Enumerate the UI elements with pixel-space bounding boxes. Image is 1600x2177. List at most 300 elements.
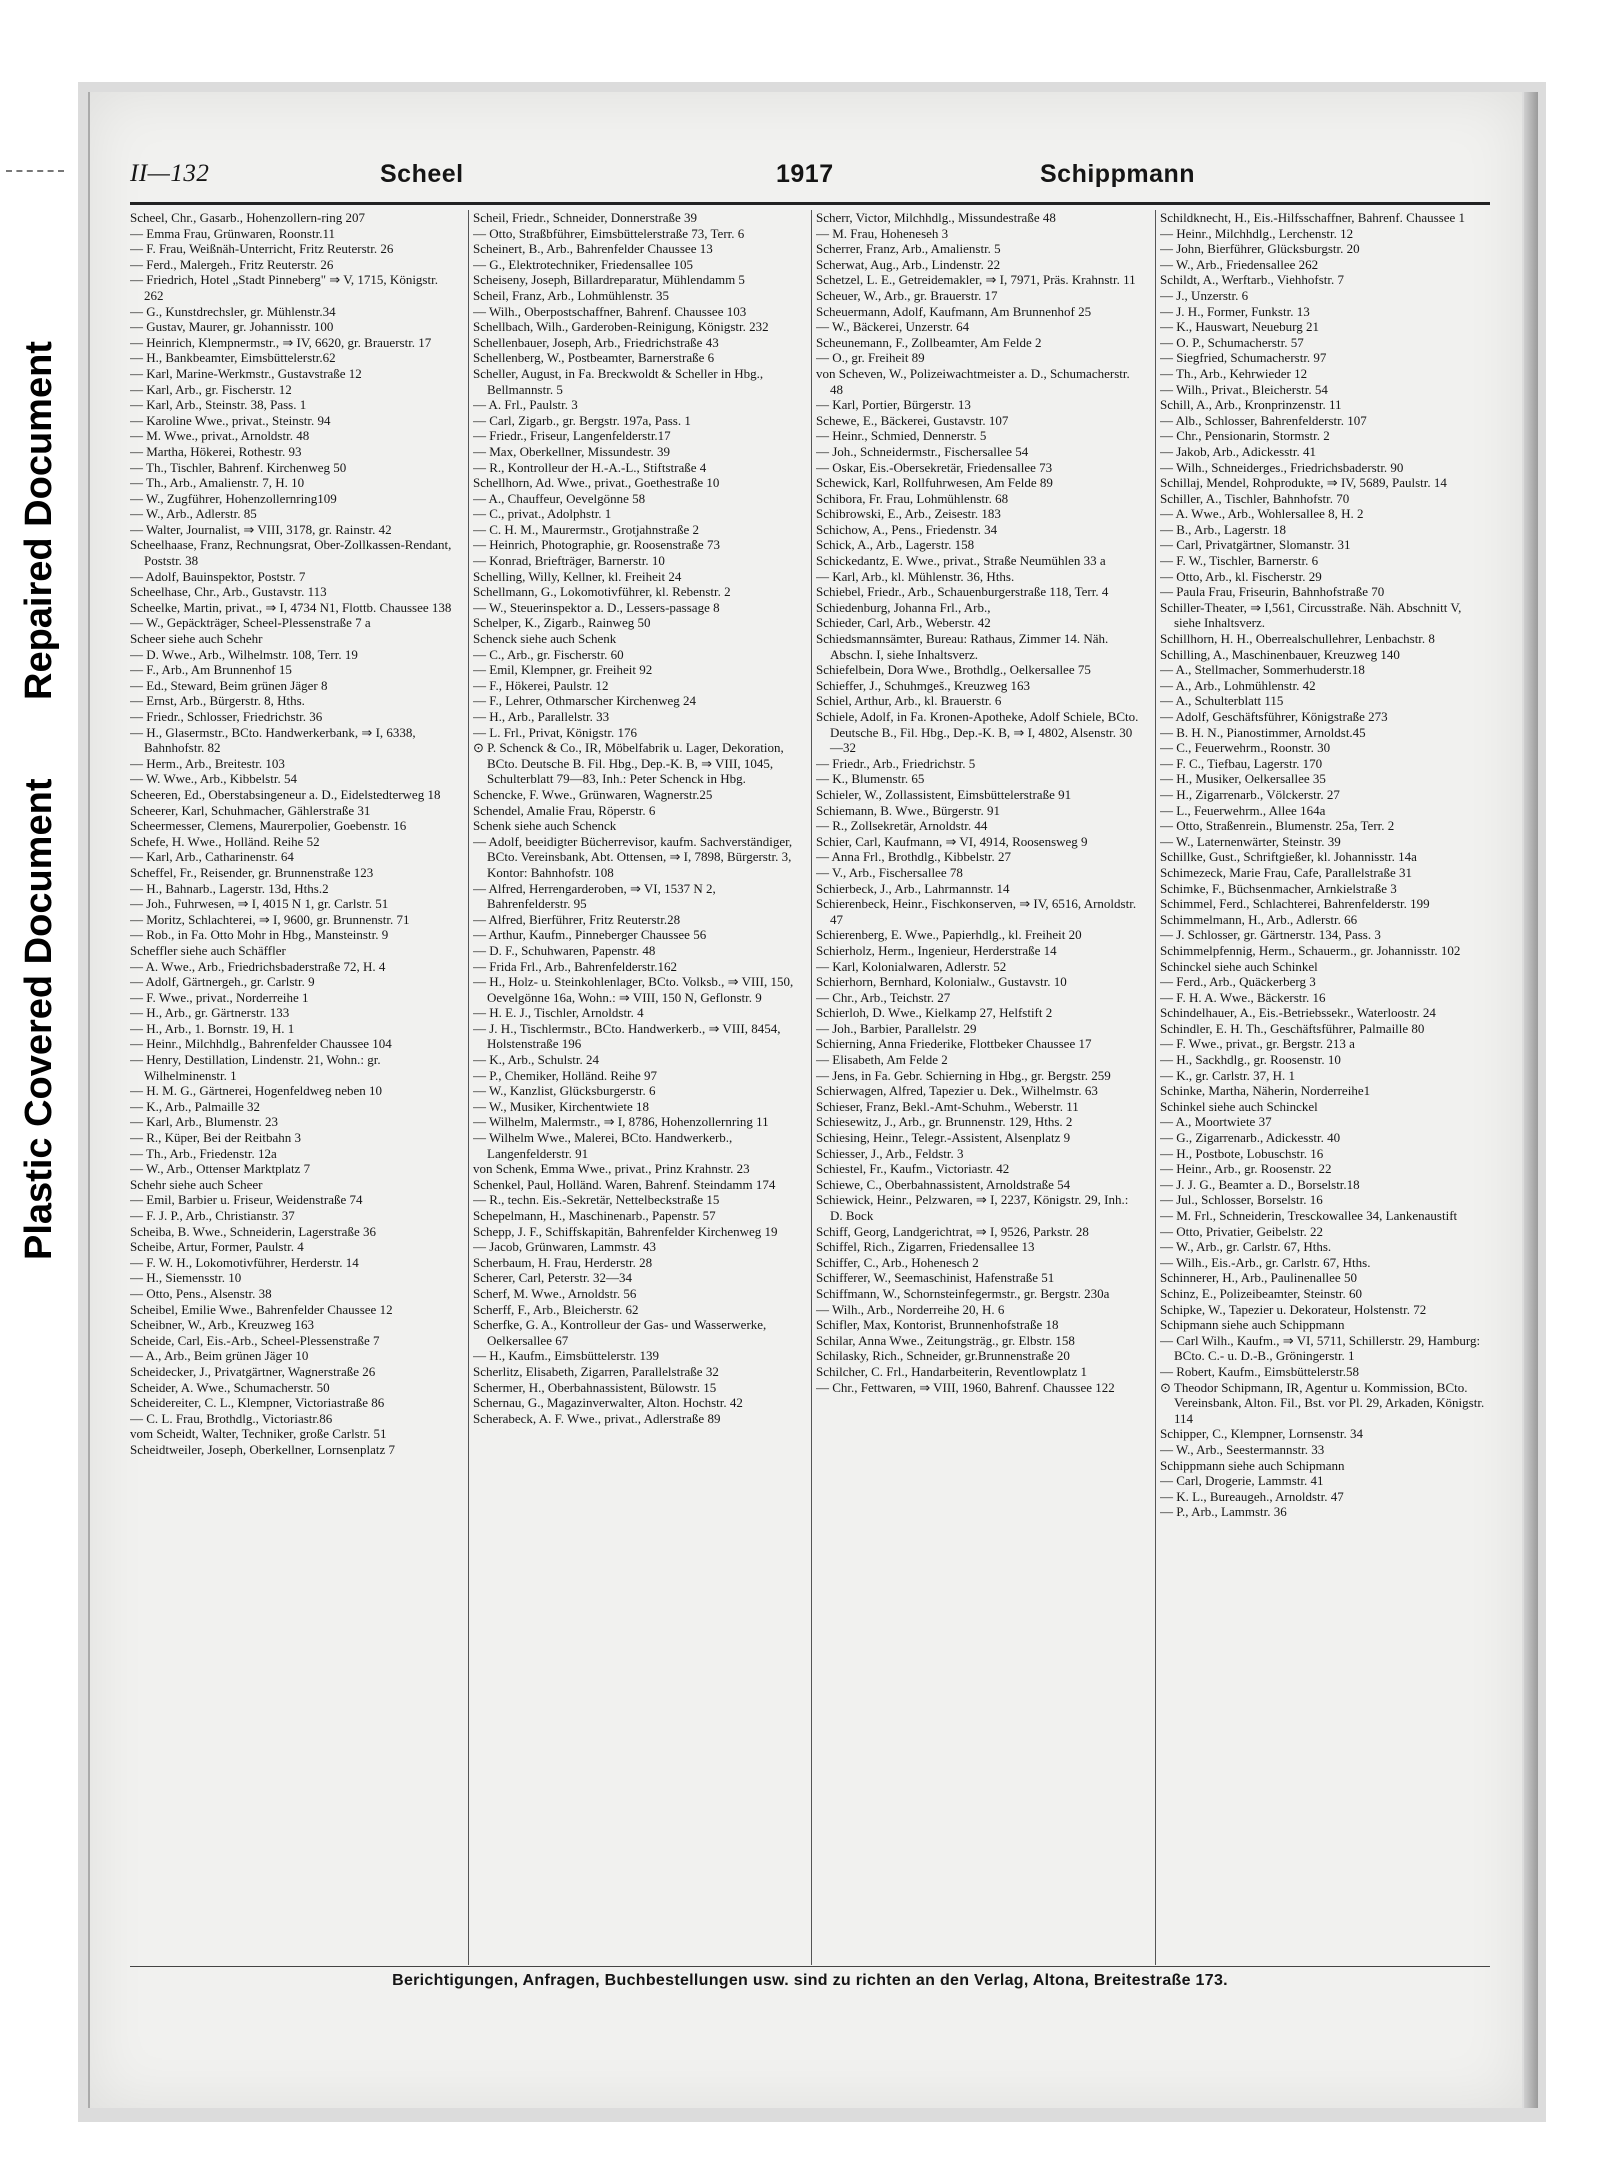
directory-entry: — A. Wwe., Arb., Friedrichsbaderstraße 72, H. 4 [130, 958, 386, 974]
directory-entry: — F. Wwe., privat., gr. Bergstr. 213 a [1160, 1036, 1355, 1052]
directory-entry: — Robert, Kaufm., Eimsbüttelerstr.58 [1160, 1363, 1359, 1379]
directory-entry: — B., Arb., Lagerstr. 18 [1160, 521, 1287, 537]
directory-entry: — F., Hökerei, Paulstr. 12 [473, 677, 609, 693]
page-number: II—132 [130, 160, 210, 187]
directory-entry: — Otto, Straßenrein., Blumenstr. 25a, Terr. 2 [1160, 818, 1395, 834]
directory-entry: — R., Küper, Bei der Reitbahn 3 [130, 1130, 301, 1146]
directory-entry: — Chr., Pensionarin, Stormstr. 2 [1160, 428, 1330, 444]
directory-entry: Scherfke, G. A., Kontrolleur der Gas- und Wasserwerke, Oelkersallee 67 [473, 1317, 767, 1348]
directory-entry: Schildknecht, H., Eis.-Hilfsschaffner, Bahrenf. Chaussee 1 [1160, 210, 1466, 225]
last-entry-word: Schippmann [1040, 160, 1196, 188]
directory-entry: — Wilhelm, Malermstr., ⇒ I, 8786, Hohenzollernring 11 [473, 1114, 769, 1130]
directory-entry: — H., Siemensstr. 10 [130, 1270, 242, 1286]
directory-entry: — G., Zigarrenarb., Adickesstr. 40 [1160, 1130, 1341, 1146]
directory-entry: — Frida Frl., Arb., Bahrenfelderstr.162 [473, 958, 677, 974]
footer-rule [130, 1966, 1490, 1967]
directory-entry: — Karl, Arb., Steinstr. 38, Pass. 1 [130, 397, 307, 413]
directory-entry: Schimmel, Ferd., Schlachterei, Bahrenfelderstr. 199 [1160, 896, 1430, 912]
directory-entry: — Moritz, Schlachterei, ⇒ I, 9600, gr. Brunnenstr. 71 [130, 911, 410, 927]
directory-entry: Scherbaum, H. Frau, Herderstr. 28 [473, 1254, 653, 1270]
directory-entry: Schinz, E., Polizeibeamter, Steinstr. 60 [1160, 1285, 1363, 1301]
directory-entry: Scheibner, W., Arb., Kreuzweg 163 [130, 1317, 314, 1333]
crop-dash [6, 170, 64, 172]
directory-entry: Scheide, Carl, Eis.-Arb., Scheel-Plessenstraße 7 [130, 1332, 380, 1348]
directory-entry: Schiesewitz, J., Arb., gr. Brunnenstr. 129, Hths. 2 [816, 1114, 1073, 1130]
directory-entry: — K., Arb., Schulstr. 24 [473, 1052, 600, 1068]
directory-entry: vom Scheidt, Walter, Techniker, große Carlstr. 51 [130, 1426, 387, 1442]
directory-entry: — D. F., Schuhwaren, Papenstr. 48 [473, 942, 656, 958]
directory-entry: — C., Feuerwehrm., Roonstr. 30 [1160, 740, 1331, 756]
directory-entry: — Henry, Destillation, Lindenstr. 21, Wohn.: gr. Wilhelminenstr. 1 [130, 1052, 381, 1083]
directory-entry: — H., Glasermstr., BCto. Handwerkerbank, ⇒ I, 6338, Bahnhofstr. 82 [130, 724, 416, 756]
directory-entry: — Jakob, Arb., Adickesstr. 41 [1160, 443, 1316, 459]
directory-entry: Schilling, A., Maschinenbauer, Kreuzweg 140 [1160, 646, 1400, 662]
directory-entry: Schiemann, B. Wwe., Bürgerstr. 91 [816, 802, 1001, 818]
entry-columns [130, 210, 1490, 1970]
directory-entry: — R., Kontrolleur der H.-A.-L., Stiftstraße 4 [473, 459, 707, 475]
directory-entry: — F. J. P., Arb., Christianstr. 37 [130, 1208, 295, 1223]
directory-entry: — Friedr., Schlosser, Friedrichstr. 36 [130, 709, 323, 724]
directory-entry: — F. Frau, Weißnäh-Unterricht, Fritz Reuterstr. 26 [130, 241, 394, 257]
directory-entry: ⊙ P. Schenck & Co., IR, Möbelfabrik u. Lager, Dekoration, BCto. Deutsche B. Fil. Hbg., Dep.-K. B, ⇒ VIII, 1045, Schulterblatt 79—83, Inh.: Peter Schenck in Hbg. [473, 740, 784, 787]
directory-entry: — A., Arb., Beim grünen Jäger 10 [130, 1348, 309, 1364]
directory-entry: — Elisabeth, Am Felde 2 [816, 1052, 948, 1068]
directory-entry: — O., gr. Freiheit 89 [816, 350, 925, 366]
directory-entry: — Rob., in Fa. Otto Mohr in Hbg., Mansteinstr. 9 [130, 927, 389, 943]
directory-entry: Scherer, Carl, Peterstr. 32—34 [473, 1270, 633, 1286]
directory-entry: Schillhorn, H. H., Oberrealschullehrer, Lenbachstr. 8 [1160, 631, 1435, 647]
directory-entry: — M. Frl., Schneiderin, Tresckowallee 34, Lankenaustift [1160, 1208, 1458, 1223]
directory-entry: Scherabeck, A. F. Wwe., privat., Adlerstraße 89 [473, 1410, 721, 1426]
directory-entry: — W., Arb., Adlerstr. 85 [130, 506, 257, 522]
directory-entry: — Otto, Arb., kl. Fischerstr. 29 [1160, 568, 1322, 584]
directory-entry: — Chr., Fettwaren, ⇒ VIII, 1960, Bahrenf. Chaussee 122 [816, 1379, 1115, 1395]
directory-entry: Schiestel, Fr., Kaufm., Victoriastr. 42 [816, 1161, 1010, 1177]
directory-entry: Schermer, H., Oberbahnassistent, Bülowstr. 15 [473, 1379, 717, 1395]
directory-entry: Scheuer, W., Arb., gr. Brauerstr. 17 [816, 287, 998, 303]
directory-entry: Scheller, August, in Fa. Breckwoldt & Scheller in Hbg., Bellmannstr. 5 [473, 365, 764, 397]
directory-entry: Schiedenburg, Johanna Frl., Arb., [816, 599, 991, 615]
directory-entry: — Adolf, beeidigter Bücherrevisor, kaufm. Sachverständiger, BCto. Vereinsbank, Abt. Ottensen, ⇒ I, 7898, Bürgerstr. 3, Kontor: Bahnhofstr. 108 [473, 833, 793, 880]
directory-entry: — F. W. H., Lokomotivführer, Herderstr. 14 [130, 1254, 359, 1270]
directory-entry: — Jens, in Fa. Gebr. Schierning in Hbg., gr. Bergstr. 259 [816, 1067, 1111, 1083]
directory-entry: Scherwat, Aug., Arb., Lindenstr. 22 [816, 256, 1001, 272]
column-3 [816, 210, 1144, 1970]
directory-entry: — A., Arb., Lohmühlenstr. 42 [1160, 677, 1316, 693]
directory-entry: — Carl Wilh., Kaufm., ⇒ VI, 5711, Schillerstr. 29, Hamburg: BCto. C.- u. D.-B., Gröningerstr. 1 [1160, 1332, 1481, 1364]
directory-entry: — Paula Frau, Friseurin, Bahnhofstraße 70 [1160, 584, 1385, 600]
directory-entry: Schieler, W., Zollassistent, Eimsbüttelerstraße 91 [816, 786, 1072, 802]
directory-entry: Schimezeck, Marie Frau, Cafe, Parallelstraße 31 [1160, 864, 1412, 880]
directory-entry: — W., Arb., Friedensallee 262 [1160, 256, 1319, 272]
directory-entry: Schierenberg, E. Wwe., Papierhdlg., kl. Freiheit 20 [816, 927, 1082, 943]
directory-entry: — Arthur, Kaufm., Pinneberger Chaussee 56 [473, 927, 707, 943]
directory-entry: Schiefelbein, Dora Wwe., Brothdlg., Oelkersallee 75 [816, 662, 1091, 678]
directory-entry: — Ferd., Arb., Quäckerberg 3 [1160, 974, 1316, 990]
directory-entry: Schewick, Karl, Rollfuhrwesen, Am Felde 89 [816, 475, 1053, 491]
directory-entry: Scheelke, Martin, privat., ⇒ I, 4734 N1, Flottb. Chaussee 138 [130, 599, 452, 615]
directory-entry: Scheerer, Karl, Schuhmacher, Gählerstraße 31 [130, 802, 371, 818]
directory-entry: — Joh., Schneidermstr., Fischersallee 54 [816, 443, 1029, 459]
directory-entry: — Karl, Arb., Blumenstr. 23 [130, 1114, 279, 1130]
directory-entry: — Otto, Privatier, Geibelstr. 22 [1160, 1223, 1324, 1239]
directory-entry: — Oskar, Eis.-Obersekretär, Friedensallee 73 [816, 459, 1053, 475]
directory-entry: — F., Lehrer, Othmarscher Kirchenweg 24 [473, 693, 696, 709]
directory-entry: — M. Wwe., privat., Arnoldstr. 48 [130, 428, 310, 444]
directory-entry: Scherf, M. Wwe., Arnoldstr. 56 [473, 1285, 637, 1301]
directory-entry: — J. J. G., Beamter a. D., Borselstr.18 [1160, 1176, 1360, 1192]
directory-entry: Schernau, G., Magazinverwalter, Alton. Hochstr. 42 [473, 1395, 743, 1411]
column-4 [1160, 210, 1488, 1970]
directory-entry: — Heinr., Arb., gr. Roosenstr. 22 [1160, 1161, 1332, 1177]
directory-entry: Schepelmann, H., Maschinenarb., Papenstr. 57 [473, 1208, 716, 1223]
directory-entry: — K., Blumenstr. 65 [816, 771, 925, 787]
first-entry-word: Scheel [380, 160, 464, 188]
directory-entry: — F. H. A. Wwe., Bäckerstr. 16 [1160, 989, 1326, 1005]
directory-entry: Schiel, Arthur, Arb., kl. Brauerstr. 6 [816, 693, 1002, 709]
directory-entry: Schindelhauer, A., Eis.-Betriebssekr., Waterloostr. 24 [1160, 1005, 1436, 1021]
directory-entry: Schiewe, C., Oberbahnassistent, Arnoldstraße 54 [816, 1176, 1071, 1192]
directory-entry: — H., Musiker, Oelkersallee 35 [1160, 771, 1326, 787]
directory-entry: Scherlitz, Elisabeth, Zigarren, Parallelstraße 32 [473, 1363, 719, 1379]
directory-entry: Schieser, Franz, Bekl.-Amt-Schuhm., Weberstr. 11 [816, 1098, 1079, 1114]
directory-entry: Schiller, A., Tischler, Bahnhofstr. 70 [1160, 490, 1350, 506]
directory-entry: — Alb., Schlosser, Bahrenfelderstr. 107 [1160, 412, 1367, 428]
directory-entry: Schindler, E. H. Th., Geschäftsführer, Palmaille 80 [1160, 1020, 1425, 1036]
directory-entry: Schieffer, J., Schuhmgeš., Kreuzweg 163 [816, 677, 1031, 693]
directory-entry: Schiesing, Heinr., Telegr.-Assistent, Alsenplatz 9 [816, 1130, 1071, 1146]
directory-entry: Schibrowski, E., Arb., Zeisestr. 183 [816, 506, 1001, 522]
directory-entry: Schifler, Max, Kontorist, Brunnenhofstraße 18 [816, 1317, 1059, 1333]
directory-entry: — W., Arb., Ottenser Marktplatz 7 [130, 1161, 311, 1177]
directory-entry: Schierenbeck, Heinr., Fischkonserven, ⇒ IV, 6516, Arnoldstr. 47 [816, 896, 1137, 927]
directory-entry: — John, Bierführer, Glücksburgstr. 20 [1160, 241, 1360, 257]
directory-entry: — H., Zigarrenarb., Völckerstr. 27 [1160, 786, 1340, 802]
directory-entry: — G., Elektrotechniker, Friedensallee 105 [473, 256, 694, 272]
directory-entry: — H., Arb., Parallelstr. 33 [473, 709, 610, 724]
directory-entry: — Carl, Zigarb., gr. Bergstr. 197a, Pass. 1 [473, 412, 691, 428]
directory-entry: Scheider, A. Wwe., Schumacherstr. 50 [130, 1379, 330, 1395]
directory-entry: Scheidtweiler, Joseph, Oberkellner, Lornsenplatz 7 [130, 1441, 396, 1457]
directory-entry: Scheeren, Ed., Oberstabsingeneur a. D., Eidelstedterweg 18 [130, 786, 441, 802]
directory-entry: — L. Frl., Privat, Königstr. 176 [473, 724, 637, 740]
directory-entry: — Karl, Arb., kl. Mühlenstr. 36, Hths. [816, 568, 1015, 584]
directory-entry: Scheermesser, Clemens, Maurerpolier, Goebenstr. 16 [130, 818, 407, 834]
directory-entry: — Wilh., Oberpostschaffner, Bahrenf. Chaussee 103 [473, 303, 747, 319]
directory-entry: Schellenbauer, Joseph, Arb., Friedrichstraße 43 [473, 334, 719, 350]
directory-entry: Schimmelmann, H., Arb., Adlerstr. 66 [1160, 911, 1358, 927]
directory-entry: Schierloh, D. Wwe., Kielkamp 27, Helfstift 2 [816, 1005, 1053, 1021]
directory-entry: — Alfred, Herrengarderoben, ⇒ VI, 1537 N 2, Bahrenfelderstr. 95 [473, 880, 716, 912]
directory-entry: Schellbach, Wilh., Garderoben-Reinigung, Königstr. 232 [473, 319, 769, 335]
directory-entry: — W., Arb., Seestermannstr. 33 [1160, 1441, 1325, 1457]
directory-entry: Schippmann siehe auch Schipmann [1160, 1457, 1345, 1473]
directory-entry: Schenk siehe auch Schenck [473, 818, 617, 834]
directory-entry: — Heinr., Milchhdlg., Bahrenfelder Chaussee 104 [130, 1036, 392, 1052]
year: 1917 [776, 160, 834, 188]
directory-entry: Schiesser, J., Arb., Feldstr. 3 [816, 1145, 964, 1161]
directory-entry: — Karl, Kolonialwaren, Adlerstr. 52 [816, 958, 1007, 974]
directory-entry: Schelling, Willy, Kellner, kl. Freiheit 24 [473, 568, 682, 584]
directory-entry: Schehr siehe auch Scheer [130, 1176, 263, 1192]
directory-entry: Schipke, W., Tapezier u. Dekorateur, Holstenstr. 72 [1160, 1301, 1427, 1317]
directory-entry: — Heinrich, Photographie, gr. Roosenstraße 73 [473, 537, 720, 553]
directory-entry: Scheunemann, F., Zollbeamter, Am Felde 2 [816, 334, 1042, 350]
directory-entry: — Walter, Journalist, ⇒ VIII, 3178, gr. Rainstr. 42 [130, 521, 392, 537]
column-2 [473, 210, 801, 1970]
directory-entry: Scheinert, B., Arb., Bahrenfelder Chaussee 13 [473, 241, 713, 257]
directory-entry: — Chr., Arb., Teichstr. 27 [816, 989, 951, 1005]
directory-entry: — H., Arb., gr. Gärtnerstr. 133 [130, 1005, 290, 1021]
directory-entry: — K., Hauswart, Neueburg 21 [1160, 319, 1319, 335]
directory-entry: Schierhorn, Bernhard, Kolonialw., Gustavstr. 10 [816, 974, 1067, 990]
directory-entry: Schiller-Theater, ⇒ I,561, Circusstraße. Näh. Abschnitt V, siehe Inhaltsverz. [1160, 599, 1462, 631]
directory-entry: Schewe, E., Bäckerei, Gustavstr. 107 [816, 412, 1009, 428]
directory-entry: — Anna Frl., Brothdlg., Kibbelstr. 27 [816, 849, 1011, 865]
directory-entry: — H., Holz- u. Steinkohlenlager, BCto. Volksb., ⇒ VIII, 150, Oevelgönne 16a, Wohn.: ⇒ VIII, 150 N, Geflonstr. 9 [473, 974, 794, 1005]
directory-entry: Schilar, Anna Wwe., Zeitungsträg., gr. Elbstr. 158 [816, 1332, 1075, 1348]
directory-entry: — Heinr., Schmied, Dennerstr. 5 [816, 428, 987, 444]
directory-entry: — Wilh., Schneiderges., Friedrichsbaderstr. 90 [1160, 459, 1404, 475]
directory-entry: — Heinr., Milchhdlg., Lerchenstr. 12 [1160, 225, 1354, 241]
directory-entry: — W., Gepäckträger, Scheel-Plessenstraße 7 a [130, 615, 371, 631]
directory-entry: Schilcher, C. Frl., Handarbeiterin, Reventlowplatz 1 [816, 1363, 1087, 1379]
directory-entry: — Konrad, Briefträger, Barnerstr. 10 [473, 553, 665, 569]
directory-entry: Schelper, K., Zigarb., Rainweg 50 [473, 615, 651, 631]
directory-entry: Scheidecker, J., Privatgärtner, Wagnerstraße 26 [130, 1363, 376, 1379]
directory-entry: Scheel, Chr., Gasarb., Hohenzollern-ring 207 [130, 210, 366, 225]
directory-entry: — A., Stellmacher, Sommerhuderstr.18 [1160, 662, 1365, 678]
directory-entry: Scheiseny, Joseph, Billardreparatur, Mühlendamm 5 [473, 272, 745, 288]
directory-entry: — Wilh., Eis.-Arb., gr. Carlstr. 67, Hths. [1160, 1254, 1371, 1270]
directory-entry: — H., Bankbeamter, Eimsbüttelerstr.62 [130, 350, 336, 366]
directory-entry: Schierwagen, Alfred, Tapezier u. Dek., Wilhelmstr. 63 [816, 1083, 1098, 1099]
directory-entry: — H., Kaufm., Eimsbüttelerstr. 139 [473, 1348, 659, 1364]
directory-entry: Schillaj, Mendel, Rohprodukte, ⇒ IV, 5689, Paulstr. 14 [1160, 475, 1447, 491]
directory-entry: Scheer siehe auch Schehr [130, 631, 263, 647]
directory-entry: — P., Chemiker, Holländ. Reihe 97 [473, 1067, 657, 1083]
directory-entry: Schiedsmannsämter, Bureau: Rathaus, Zimmer 14. Näh. Abschn. I, siehe Inhaltsverz. [816, 631, 1109, 662]
directory-entry: Schetzel, L. E., Getreidemakler, ⇒ I, 7971, Präs. Krahnstr. 11 [816, 272, 1136, 288]
directory-entry: — Emil, Klempner, gr. Freiheit 92 [473, 662, 653, 678]
directory-entry: Scheuermann, Adolf, Kaufmann, Am Brunnenhof 25 [816, 303, 1092, 319]
directory-entry: — Karoline Wwe., privat., Steinstr. 94 [130, 412, 331, 428]
directory-entry: Schinnerer, H., Arb., Paulinenallee 50 [1160, 1270, 1357, 1286]
directory-entry: Schencke, F. Wwe., Grünwaren, Wagnerstr.25 [473, 786, 713, 802]
directory-entry: Schiffer, C., Arb., Hohenesch 2 [816, 1254, 979, 1270]
directory-entry: — A. Frl., Paulstr. 3 [473, 397, 578, 413]
footer-notice: Berichtigungen, Anfragen, Buchbestellungen usw. sind zu richten an den Verlag, Altona, Breitestraße 173. [392, 1972, 1228, 1989]
directory-entry: Schier, Carl, Kaufmann, ⇒ VI, 4914, Roosensweg 9 [816, 833, 1088, 849]
directory-entry: — Friedr., Arb., Friedrichstr. 5 [816, 755, 976, 771]
directory-entry: — Th., Arb., Friedenstr. 12a [130, 1145, 277, 1161]
directory-entry: Scheffel, Fr., Reisender, gr. Brunnenstraße 123 [130, 864, 374, 880]
directory-entry: — R., techn. Eis.-Sekretär, Nettelbeckstraße 15 [473, 1192, 720, 1208]
directory-entry: — J., Unzerstr. 6 [1160, 287, 1249, 303]
directory-entry: — Adolf, Geschäftsführer, Königstraße 273 [1160, 709, 1388, 724]
directory-entry: Schinke, Martha, Näherin, Norderreihe1 [1160, 1083, 1371, 1099]
directory-entry: — Jul., Schlosser, Borselstr. 16 [1160, 1192, 1323, 1208]
directory-entry: Schenck siehe auch Schenk [473, 631, 617, 647]
directory-entry: — Adolf, Bauinspektor, Poststr. 7 [130, 568, 306, 584]
directory-entry: — Karl, Portier, Bürgerstr. 13 [816, 397, 971, 413]
directory-entry: Schilasky, Rich., Schneider, gr.Brunnenstraße 20 [816, 1348, 1070, 1364]
directory-entry: Schinkel siehe auch Schinckel [1160, 1098, 1318, 1114]
directory-entry: — Karl, Marine-Werkmstr., Gustavstraße 12 [130, 365, 362, 381]
directory-entry: Schellmann, G., Lokomotivführer, kl. Rebenstr. 2 [473, 584, 731, 600]
directory-entry: — Otto, Straßbführer, Eimsbüttelerstraße 73, Terr. 6 [473, 225, 745, 241]
directory-entry: — Carl, Privatgärtner, Slomanstr. 31 [1160, 537, 1351, 553]
directory-entry: Scheibel, Emilie Wwe., Bahrenfelder Chaussee 12 [130, 1301, 393, 1317]
directory-entry: Schiffmann, W., Schornsteinfegermstr., gr. Bergstr. 230a [816, 1285, 1110, 1301]
directory-entry: — J. Schlosser, gr. Gärtnerstr. 134, Pass. 3 [1160, 927, 1381, 943]
directory-entry: — Ferd., Malergeh., Fritz Reuterstr. 26 [130, 256, 334, 272]
column-1 [130, 210, 458, 1970]
directory-entry: — Wilhelm Wwe., Malerei, BCto. Handwerkerb., Langenfelderstr. 91 [473, 1130, 733, 1161]
directory-entry: Schieder, Carl, Arb., Weberstr. 42 [816, 615, 991, 631]
directory-entry: Schellhorn, Ad. Wwe., privat., Goethestraße 10 [473, 475, 720, 491]
directory-entry: Scherff, F., Arb., Bleicherstr. 62 [473, 1301, 639, 1317]
directory-entry: — Karl, Arb., gr. Fischerstr. 12 [130, 381, 292, 397]
directory-entry: — Otto, Pens., Alsenstr. 38 [130, 1285, 272, 1301]
directory-entry: — Martha, Hökerei, Rothestr. 93 [130, 443, 302, 459]
directory-entry: — B. H. N., Pianostimmer, Arnoldst.45 [1160, 724, 1366, 740]
directory-entry: — A., Schulterblatt 115 [1160, 693, 1284, 709]
directory-entry: Schipper, C., Klempner, Lornsenstr. 34 [1160, 1426, 1363, 1442]
directory-entry: — C., privat., Adolphstr. 1 [473, 506, 612, 522]
directory-entry: — K., gr. Carlstr. 37, H. 1 [1160, 1067, 1296, 1083]
directory-entry: Schierbeck, J., Arb., Lahrmannstr. 14 [816, 880, 1010, 896]
directory-entry: — Joh., Fuhrwesen, ⇒ I, 4015 N 1, gr. Carlstr. 51 [130, 896, 389, 912]
directory-entry: Scheelhaase, Franz, Rechnungsrat, Ober-Zollkassen-Rendant, Poststr. 38 [130, 537, 452, 569]
directory-entry: Scheil, Franz, Arb., Lohmühlenstr. 35 [473, 287, 670, 303]
directory-entry: — Carl, Drogerie, Lammstr. 41 [1160, 1473, 1324, 1489]
directory-entry: Schiff, Georg, Landgerichtrat, ⇒ I, 9526, Parkstr. 28 [816, 1223, 1089, 1239]
directory-entry: Scheil, Friedr., Schneider, Donnerstraße 39 [473, 210, 698, 225]
directory-entry: — W., Laternenwärter, Steinstr. 39 [1160, 833, 1341, 849]
directory-entry: Schillke, Gust., Schriftgießer, kl. Johannisstr. 14a [1160, 849, 1417, 865]
directory-entry: — Ed., Steward, Beim grünen Jäger 8 [130, 677, 328, 693]
directory-entry: ⊙ Theodor Schipmann, IR, Agentur u. Kommission, BCto. Vereinsbank, Alton. Fil., Bst. vor Pl. 29, Arkaden, Königstr. 114 [1160, 1379, 1485, 1426]
directory-entry: — Gustav, Maurer, gr. Johannisstr. 100 [130, 319, 334, 335]
directory-entry: Schimke, F., Büchsenmacher, Arnkielstraße 3 [1160, 880, 1397, 896]
directory-entry: — Jacob, Grünwaren, Lammstr. 43 [473, 1239, 657, 1255]
directory-entry: — C. H. M., Maurermstr., Grotjahnstraße 2 [473, 521, 700, 537]
directory-page [88, 92, 1522, 2108]
directory-entry: — P., Arb., Lammstr. 36 [1160, 1504, 1287, 1520]
directory-entry: — K., Arb., Palmaille 32 [130, 1098, 260, 1114]
repaired-document-label: Repaired Document [18, 341, 60, 700]
directory-entry: — Adolf, Gärtnergeh., gr. Carlstr. 9 [130, 974, 315, 990]
directory-entry: — Joh., Barbier, Parallelstr. 29 [816, 1020, 977, 1036]
directory-entry: — Heinrich, Klempnermstr., ⇒ IV, 6620, gr. Brauerstr. 17 [130, 334, 432, 350]
directory-entry: Schierholz, Herm., Ingenieur, Herderstraße 14 [816, 942, 1057, 958]
directory-entry: — F. C., Tiefbau, Lagerstr. 170 [1160, 755, 1323, 771]
directory-entry: — V., Arb., Fischersallee 78 [816, 864, 963, 880]
directory-entry: — H., Postbote, Lobuschstr. 16 [1160, 1145, 1324, 1161]
directory-entry: — H. M. G., Gärtnerei, Hogenfeldweg neben 10 [130, 1083, 382, 1099]
directory-entry: — H. E. J., Tischler, Arnoldstr. 4 [473, 1005, 644, 1021]
directory-entry: — F. W., Tischler, Barnerstr. 6 [1160, 553, 1319, 569]
directory-entry: Schickedantz, E. Wwe., privat., Straße Neumühlen 33 a [816, 553, 1106, 569]
directory-entry: Schichow, A., Pens., Friedenstr. 34 [816, 521, 998, 537]
directory-entry: Scheibe, Artur, Former, Paulstr. 4 [130, 1239, 304, 1255]
directory-entry: — H., Sackhdlg., gr. Roosenstr. 10 [1160, 1052, 1341, 1068]
directory-entry: Schiewick, Heinr., Pelzwaren, ⇒ I, 2237, Königstr. 29, Inh.: D. Bock [816, 1192, 1129, 1223]
directory-entry: — F., Arb., Am Brunnenhof 15 [130, 662, 292, 678]
directory-entry: — W., Bäckerei, Unzerstr. 64 [816, 319, 970, 335]
directory-entry: Scheffler siehe auch Schäffler [130, 942, 286, 958]
directory-entry: — Emil, Barbier u. Friseur, Weidenstraße 74 [130, 1192, 363, 1208]
directory-entry: — H., Bahnarb., Lagerstr. 13d, Hths.2 [130, 880, 329, 896]
header-rule [130, 202, 1490, 205]
directory-entry: Schinckel siehe auch Schinkel [1160, 958, 1318, 974]
directory-entry: — A., Moortwiete 37 [1160, 1114, 1272, 1130]
directory-entry: von Schenk, Emma Wwe., privat., Prinz Krahnstr. 23 [473, 1161, 750, 1177]
directory-entry: — W., Arb., gr. Carlstr. 67, Hths. [1160, 1239, 1332, 1255]
directory-entry: — W., Steuerinspektor a. D., Lessers-passage 8 [473, 599, 720, 615]
directory-entry: Schefe, H. Wwe., Holländ. Reihe 52 [130, 833, 320, 849]
directory-entry: — Th., Arb., Kehrwieder 12 [1160, 365, 1308, 381]
directory-entry: — Th., Tischler, Bahrenf. Kirchenweg 50 [130, 459, 347, 475]
directory-entry: — Friedrich, Hotel „Stadt Pinneberg" ⇒ V, 1715, Königstr. 262 [130, 272, 438, 303]
directory-entry: Scherrer, Franz, Arb., Amalienstr. 5 [816, 241, 1001, 257]
directory-entry: — R., Zollsekretär, Arnoldstr. 44 [816, 818, 988, 834]
directory-entry: — Wilh., Privat., Bleicherstr. 54 [1160, 381, 1328, 397]
directory-entry: — O. P., Schumacherstr. 57 [1160, 334, 1304, 350]
directory-entry: — Wilh., Arb., Norderreihe 20, H. 6 [816, 1301, 1005, 1317]
directory-entry: Schifferer, W., Seemaschinist, Hafenstraße 51 [816, 1270, 1055, 1286]
directory-entry: — W. Wwe., Arb., Kibbelstr. 54 [130, 771, 297, 787]
directory-entry: — W., Zugführer, Hohenzollernring109 [130, 490, 337, 506]
directory-entry: — Max, Oberkellner, Missundestr. 39 [473, 443, 670, 459]
directory-entry: — W., Kanzlist, Glücksburgerstr. 6 [473, 1083, 656, 1099]
directory-entry: — W., Musiker, Kirchentwiete 18 [473, 1098, 650, 1114]
directory-entry: Scheiba, B. Wwe., Schneiderin, Lagerstraße 36 [130, 1223, 376, 1239]
directory-entry: — C., Arb., gr. Fischerstr. 60 [473, 646, 624, 662]
directory-entry: Schill, A., Arb., Kronprinzenstr. 11 [1160, 397, 1342, 413]
directory-entry: — Th., Arb., Amalienstr. 7, H. 10 [130, 475, 305, 491]
directory-entry: — A., Chauffeur, Oevelgönne 58 [473, 490, 646, 506]
directory-entry: von Scheven, W., Polizeiwachtmeister a. D., Schumacherstr. 48 [816, 365, 1130, 397]
directory-entry: Schendel, Amalie Frau, Röperstr. 6 [473, 802, 656, 818]
directory-entry: Schiebel, Friedr., Arb., Schauenburgerstraße 118, Terr. 4 [816, 584, 1109, 600]
directory-entry: — Friedr., Friseur, Langenfelderstr.17 [473, 428, 671, 444]
directory-entry: Scherr, Victor, Milchhdlg., Missundestraße 48 [816, 210, 1056, 225]
directory-entry: Schick, A., Arb., Lagerstr. 158 [816, 537, 975, 553]
directory-entry: Schiele, Adolf, in Fa. Kronen-Apotheke, Adolf Schiele, BCto. Deutsche B., Fil. Hbg., Dep.-K. B, ⇒ I, 4802, Alsenstr. 30—32 [816, 709, 1139, 756]
directory-entry: — C. L. Frau, Brothdlg., Victoriastr.86 [130, 1410, 333, 1426]
directory-entry: Schepp, J. F., Schiffskapitän, Bahrenfelder Kirchenweg 19 [473, 1223, 778, 1239]
directory-entry: — H., Arb., 1. Bornstr. 19, H. 1 [130, 1020, 295, 1036]
directory-entry: — J. H., Tischlermstr., BCto. Handwerkerb., ⇒ VIII, 8454, Holstenstraße 196 [473, 1020, 781, 1052]
directory-entry: — Alfred, Bierführer, Fritz Reuterstr.28 [473, 911, 681, 927]
directory-entry: Scheidereiter, C. L., Klempner, Victoriastraße 86 [130, 1395, 385, 1411]
directory-entry: Schenkel, Paul, Holländ. Waren, Bahrenf. Steindamm 174 [473, 1176, 776, 1192]
directory-entry: — Emma Frau, Grünwaren, Roonstr.11 [130, 225, 335, 241]
directory-entry: — J. H., Former, Funkstr. 13 [1160, 303, 1310, 319]
directory-entry: Schimmelpfennig, Herm., Schauerm., gr. Johannisstr. 102 [1160, 942, 1461, 958]
directory-entry: — M. Frau, Hoheneseh 3 [816, 225, 949, 241]
directory-entry: Scheelhase, Chr., Arb., Gustavstr. 113 [130, 584, 327, 600]
directory-entry: Schellenberg, W., Postbeamter, Barnerstraße 6 [473, 350, 715, 366]
directory-entry: — Karl, Arb., Catharinenstr. 64 [130, 849, 294, 865]
directory-entry: — Ernst, Arb., Bürgerstr. 8, Hths. [130, 693, 305, 709]
directory-entry: Schiffel, Rich., Zigarren, Friedensallee 13 [816, 1239, 1035, 1255]
directory-entry: — Siegfried, Schumacherstr. 97 [1160, 350, 1327, 366]
directory-entry: — Herm., Arb., Breitestr. 103 [130, 755, 285, 771]
page-header [130, 160, 1490, 200]
